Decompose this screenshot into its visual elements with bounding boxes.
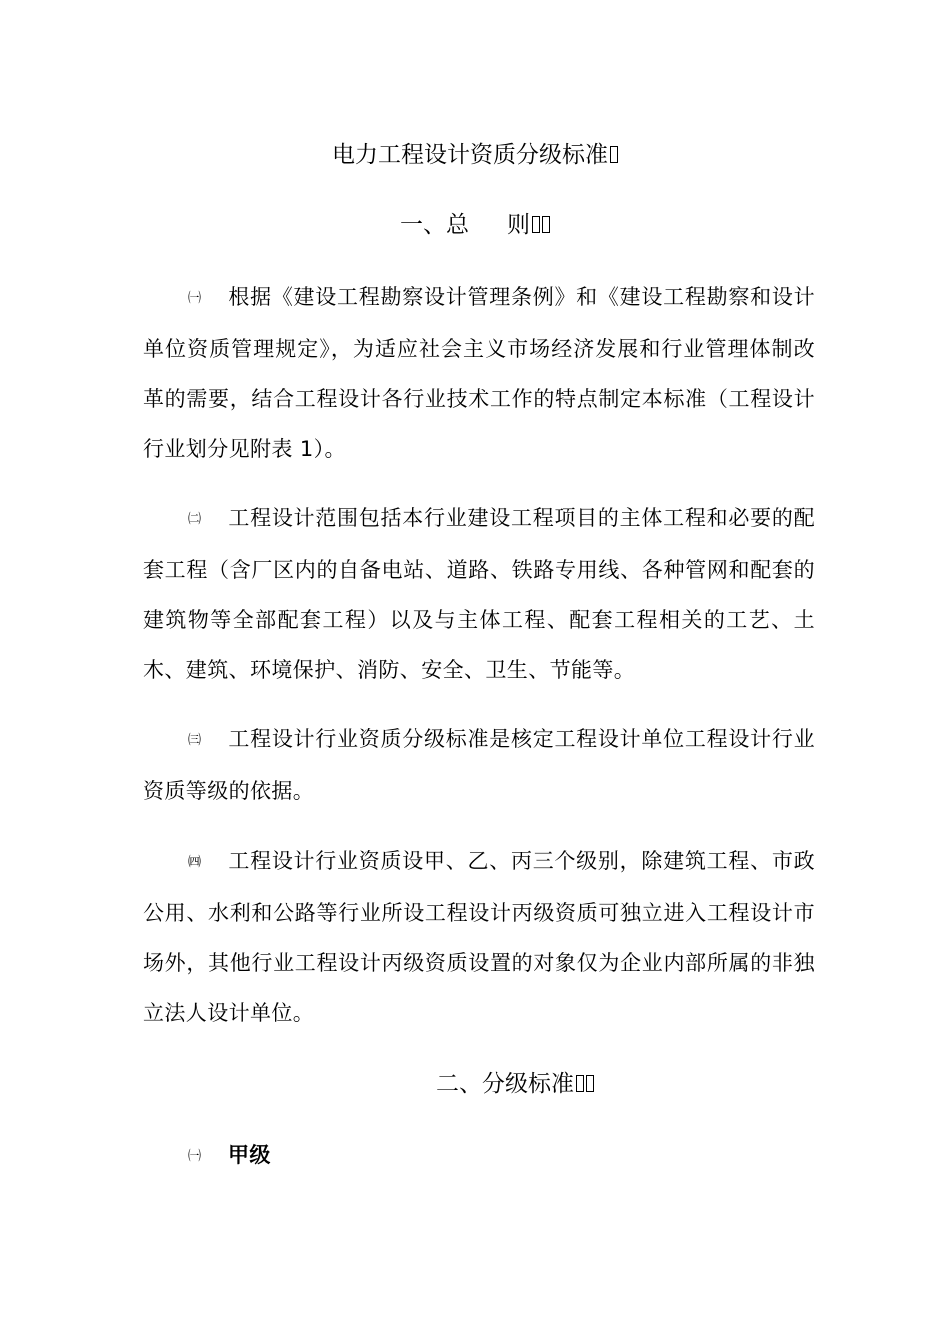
paragraph-4-text: 工程设计行业资质设甲、乙、丙三个级别，除建筑工程、市政公用、水利和公路等行业所设工程设计丙级资质可独立进入工程设计市场外，其他行业工程设计丙级资质设置的对象仅为企业内部所属的非独立法人设计单位。 bbox=[143, 849, 815, 1025]
subsection-marker: ㈠ bbox=[188, 1149, 202, 1164]
paragraph-1 bbox=[143, 272, 815, 474]
document-title-text: 电力工程设计资质分级标准 bbox=[332, 142, 608, 168]
missing-glyph-box bbox=[542, 216, 550, 233]
section-1-heading-char-1: 总 bbox=[446, 212, 469, 238]
paragraph-2 bbox=[143, 493, 815, 695]
missing-glyph-box bbox=[532, 216, 540, 233]
subsection-heading bbox=[143, 1130, 815, 1182]
section-1-heading-char-2: 则 bbox=[507, 212, 530, 238]
section-1-heading bbox=[0, 210, 950, 240]
paragraph-4 bbox=[143, 836, 815, 1038]
paragraph-2-marker: ㈡ bbox=[188, 512, 202, 527]
paragraph-1-marker: ㈠ bbox=[188, 291, 202, 306]
subsection-label: 甲级 bbox=[228, 1143, 271, 1167]
document-title bbox=[0, 140, 950, 170]
paragraph-3-text: 工程设计行业资质分级标准是核定工程设计单位工程设计行业资质等级的依据。 bbox=[143, 727, 815, 803]
section-2-heading-text: 二、分级标准 bbox=[436, 1071, 574, 1097]
paragraph-3 bbox=[143, 714, 815, 816]
paragraph-2-text: 工程设计范围包括本行业建设工程项目的主体工程和必要的配套工程（含厂区内的自备电站、道路、铁路专用线、各种管网和配套的建筑物等全部配套工程）以及与主体工程、配套工程相关的工艺、土木、建筑、环境保护、消防、安全、卫生、节能等。 bbox=[143, 506, 815, 682]
paragraph-3-marker: ㈢ bbox=[188, 733, 202, 748]
missing-glyph-box bbox=[576, 1075, 584, 1092]
paragraph-1-text: 根据《建设工程勘察设计管理条例》和《建设工程勘察和设计单位资质管理规定》，为适应社会主义市场经济发展和行业管理体制改革的需要，结合工程设计各行业技术工作的特点制定本标准（工程设计行业划分见附表 1）。 bbox=[143, 285, 815, 461]
paragraph-4-marker: ㈣ bbox=[188, 855, 202, 870]
section-2-heading bbox=[40, 1069, 950, 1099]
missing-glyph-box bbox=[610, 146, 618, 163]
section-1-heading-number: 一、 bbox=[400, 212, 446, 238]
missing-glyph-box bbox=[586, 1075, 594, 1092]
